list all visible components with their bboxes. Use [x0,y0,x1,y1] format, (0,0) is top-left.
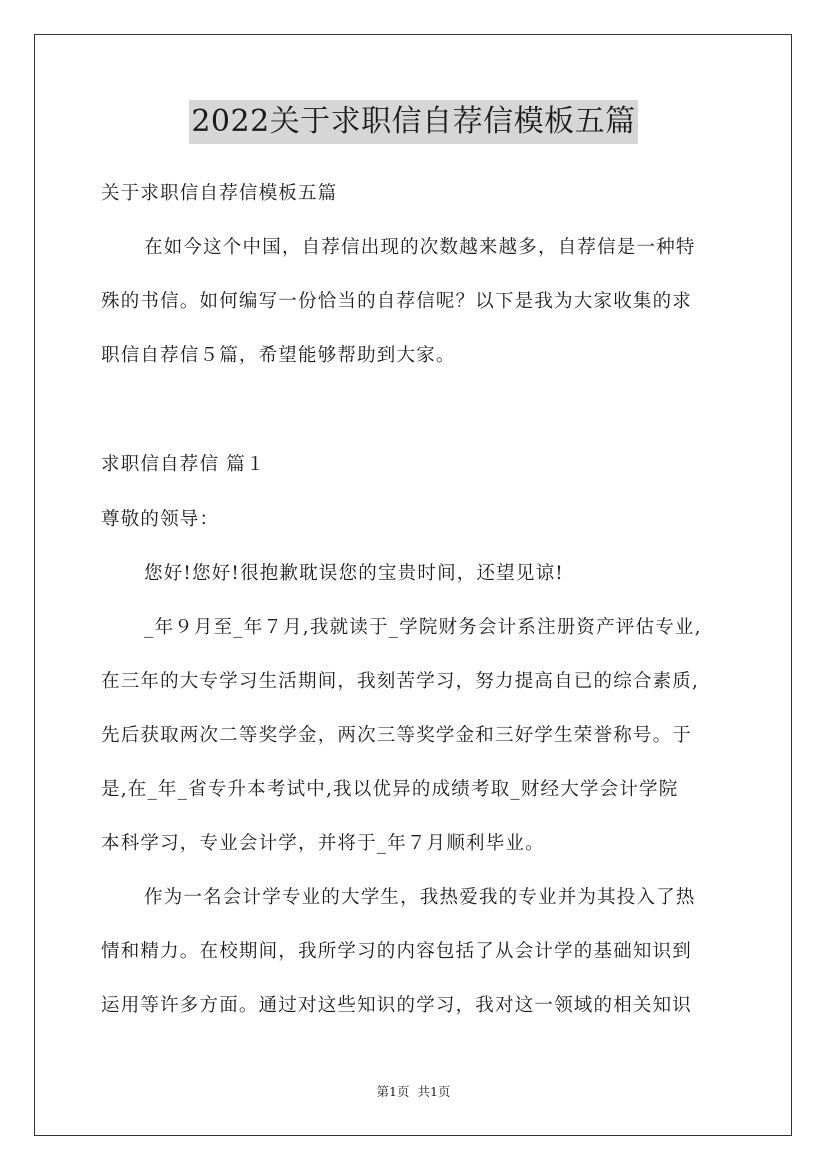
salutation: 尊敬的领导： [101,509,220,530]
intro-line: 在如今这个中国，自荐信出现的次数越来越多，自荐信是一种特 [144,237,696,258]
paragraph-line: 先后获取两次二等奖学金，两次三等奖学金和三好学生荣誉称号。于 [101,725,693,746]
paragraph-line: 情和精力。在校期间，我所学习的内容包括了从会计学的基础知识到 [101,941,693,962]
greeting-line: 您好!您好!很抱歉耽误您的宝贵时间，还望见谅! [144,563,564,584]
document-title: 2022关于求职信自荐信模板五篇 [189,100,637,144]
page-footer [0,1084,827,1100]
section-heading: 求职信自荐信 篇１ [101,454,266,475]
paragraph-line: 运用等许多方面。通过对这些知识的学习，我对这一领域的相关知识 [101,995,693,1016]
page-number: 第1页 [376,1084,410,1099]
paragraph-line: 在三年的大专学习生活期间，我刻苦学习，努力提高自已的综合素质, [101,671,700,692]
title-container [0,100,827,144]
paragraph-line: _年９月至_年７月,我就读于_学院财务会计系注册资产评估专业, [144,617,702,638]
page-total: 共1页 [417,1084,451,1099]
paragraph-line: 作为一名会计学专业的大学生，我热爱我的专业并为其投入了热 [144,887,696,908]
paragraph-line: 是,在_年_省专升本考试中,我以优异的成绩考取_财经大学会计学院 [101,779,679,800]
document-subtitle: 关于求职信自荐信模板五篇 [101,183,338,204]
paragraph-line: 本科学习，专业会计学，并将于_年７月顺利毕业。 [101,833,545,854]
intro-line: 殊的书信。如何编写一份恰当的自荐信呢？以下是我为大家收集的求 [101,291,693,312]
intro-line: 职信自荐信５篇，希望能够帮助到大家。 [101,345,456,366]
